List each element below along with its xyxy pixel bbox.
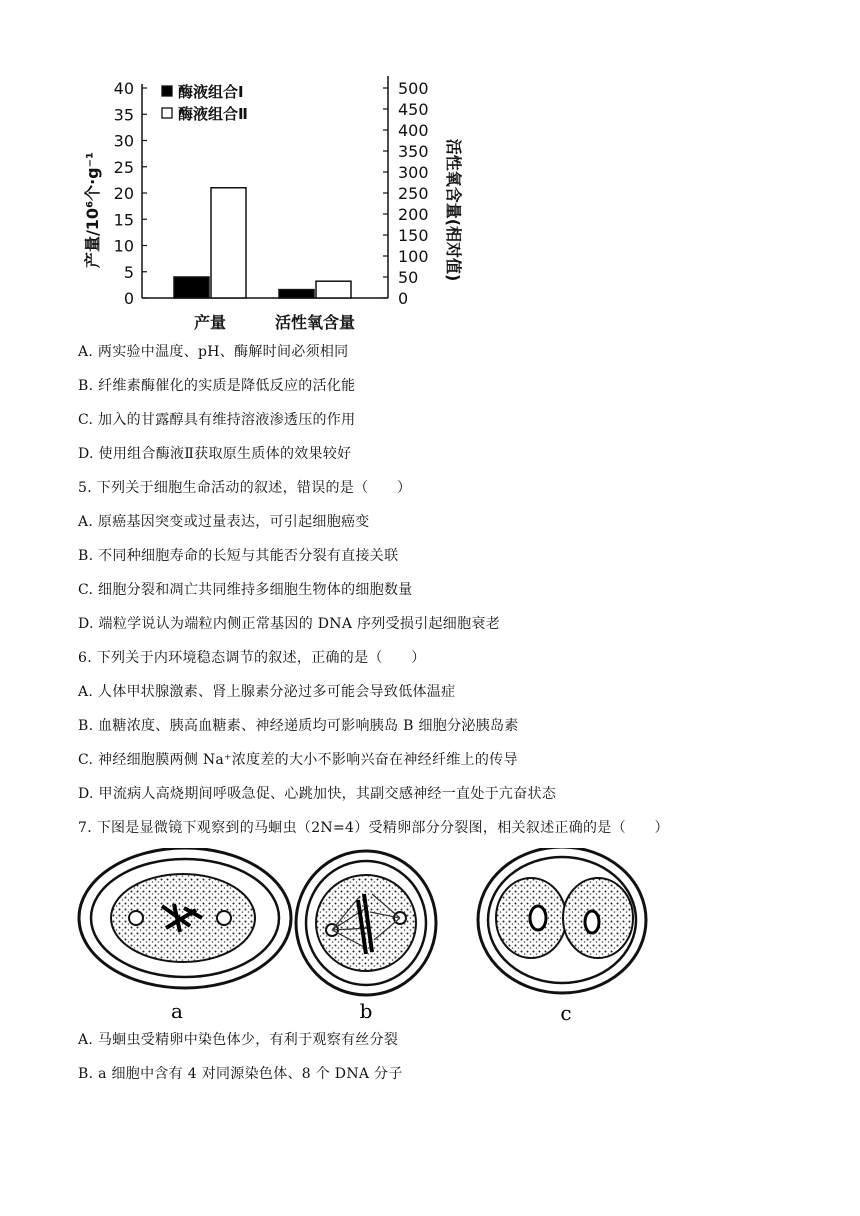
- legend-label: 酶液组合Ⅰ: [178, 83, 244, 101]
- q5-option-a: A. 原癌基因突变或过量表达，可引起细胞癌变: [78, 514, 370, 530]
- q4-option-d: D. 使用组合酶液Ⅱ获取原生质体的效果较好: [78, 446, 352, 462]
- left-tick-label: 35: [113, 105, 134, 125]
- q7-option-b: B. a 细胞中含有 4 对同源染色体、8 个 DNA 分子: [78, 1066, 403, 1082]
- right-axis-ticks: [383, 79, 429, 308]
- bar-1-2: [279, 290, 314, 298]
- left-tick-label: 20: [113, 184, 134, 203]
- bar-1-1: [174, 277, 209, 298]
- category-label: 产量: [193, 313, 227, 332]
- category-labels: [194, 313, 355, 332]
- q7-stem: 7. 下图是显微镜下观察到的马蛔虫（2N=4）受精卵部分分裂图，相关叙述正确的是（ ）: [78, 820, 669, 836]
- q4-option-a: A. 两实验中温度、pH、酶解时间必须相同: [78, 344, 349, 360]
- bar-2-1: [211, 188, 246, 298]
- right-tick-label: 500: [398, 79, 429, 98]
- cell-label-a: a: [171, 999, 183, 1023]
- q5-option-b: B. 不同种细胞寿命的长短与其能否分裂有直接关联: [78, 548, 399, 564]
- category-label: 活性氧含量: [274, 313, 356, 332]
- right-tick-label: 350: [398, 142, 429, 161]
- q6-option-b: B. 血糖浓度、胰高血糖素、神经递质均可影响胰岛 B 细胞分泌胰岛素: [78, 718, 519, 734]
- left-tick-label: 40: [113, 79, 134, 98]
- q5-option-d: D. 端粒学说认为端粒内侧正常基因的 DNA 序列受损引起细胞衰老: [78, 616, 501, 632]
- cell-division-figure: [70, 848, 690, 1028]
- cell-a-illustration: [79, 848, 291, 988]
- right-tick-label: 450: [398, 100, 429, 119]
- left-tick-label: 15: [113, 210, 134, 230]
- chart-bars: [174, 188, 351, 298]
- left-tick-label: 25: [113, 157, 134, 177]
- q7-option-a: A. 马蛔虫受精卵中染色体少，有利于观察有丝分裂: [78, 1032, 399, 1048]
- right-tick-label: 200: [398, 205, 429, 224]
- q6-option-c: C. 神经细胞膜两侧 Na⁺浓度差的大小不影响兴奋在神经纤维上的传导: [78, 752, 518, 768]
- left-tick-label: 10: [113, 236, 134, 256]
- chart-legend: [162, 83, 248, 123]
- q6-stem: 6. 下列关于内环境稳态调节的叙述，正确的是（ ）: [78, 650, 426, 666]
- q6-option-a: A. 人体甲状腺激素、肾上腺素分泌过多可能会导致低体温症: [78, 684, 456, 700]
- legend-swatch: [162, 86, 172, 96]
- legend-swatch: [162, 108, 172, 118]
- right-tick-label: 400: [398, 121, 429, 140]
- q4-option-b: B. 纤维素酶催化的实质是降低反应的活化能: [78, 378, 356, 394]
- q4-option-c: C. 加入的甘露醇具有维持溶液渗透压的作用: [78, 412, 356, 428]
- bar-2-2: [316, 281, 351, 298]
- left-tick-label: 5: [123, 262, 134, 282]
- cell-label-c: c: [560, 1001, 572, 1025]
- cell-b-illustration: [296, 851, 436, 995]
- left-tick-label: 30: [113, 131, 134, 151]
- q5-option-c: C. 细胞分裂和凋亡共同维持多细胞生物体的细胞数量: [78, 582, 413, 598]
- cell-label-b: b: [359, 999, 373, 1023]
- right-tick-label: 50: [398, 268, 419, 287]
- cell-c-illustration: [478, 848, 646, 993]
- left-axis-title: 产量/10⁶个·g⁻¹: [83, 151, 102, 269]
- left-tick-label: 0: [123, 289, 134, 308]
- right-tick-label: 250: [398, 184, 429, 203]
- right-tick-label: 150: [398, 226, 429, 245]
- right-tick-label: 0: [398, 289, 409, 308]
- bar-chart: [80, 60, 480, 340]
- q5-stem: 5. 下列关于细胞生命活动的叙述，错误的是（ ）: [78, 480, 412, 496]
- right-tick-label: 100: [398, 247, 429, 266]
- right-axis-title: 活性氧含量(相对值): [444, 138, 463, 282]
- q6-option-d: D. 甲流病人高烧期间呼吸急促、心跳加快，其副交感神经一直处于亢奋状态: [78, 786, 557, 802]
- right-tick-label: 300: [398, 163, 429, 182]
- legend-label: 酶液组合Ⅱ: [178, 105, 248, 123]
